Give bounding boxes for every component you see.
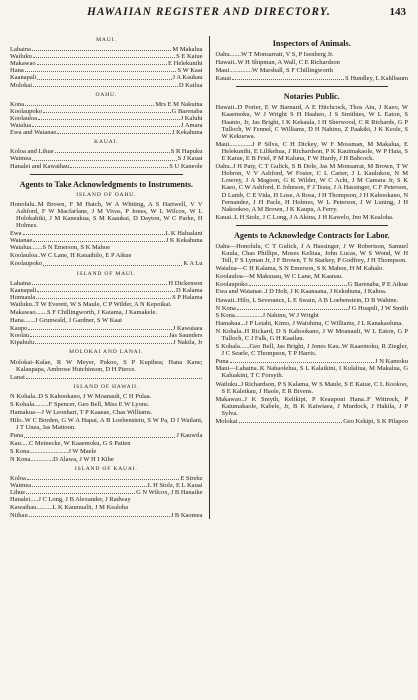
- directory-paragraph: Hilo..W C Borden, G W A Hapai, A B Loebenstein, S W Pa, D I Wailani, J T Unea, Jas Mattoon.: [10, 417, 203, 432]
- entry-district: Hana: [10, 67, 24, 75]
- entry-district: Niihau: [10, 512, 28, 520]
- directory-paragraph: Maui—Lahaina..K Nahaolelua, S L Kalaikini, I Kulaliua, M Makalua, G Kaluakini, T C Forsyth.: [215, 365, 409, 380]
- directory-entry: [10, 294, 203, 301]
- directory-entry: [10, 475, 203, 482]
- directory-entry: [10, 432, 203, 439]
- entry-names: J G Hoapili, J W Smith: [347, 304, 409, 312]
- leader-dots: [35, 339, 172, 344]
- directory-entry: [10, 129, 203, 136]
- entry-district: Koloa: [10, 474, 26, 482]
- subsection-heading: MAUI.: [96, 37, 117, 43]
- column-divider: [209, 36, 210, 519]
- leader-dots: [237, 305, 347, 310]
- running-title: HAWAIIAN REGISTER AND DIRECTORY.: [87, 6, 331, 18]
- directory-paragraph: S Kona.................J Nahinu, W J Wright: [215, 311, 319, 319]
- entry-district: Waialua: [10, 122, 32, 130]
- leader-dots: [232, 75, 344, 80]
- entry-district: Makawao: [10, 60, 36, 68]
- entry-names: J Amara: [181, 122, 203, 130]
- directory-paragraph: Kauai..L H Stolz, J C Long, J A Akina, J H Kawelo, Jno M Kealoha.: [215, 213, 394, 221]
- entry-district: Wailuku: [10, 53, 32, 61]
- directory-entry: [10, 374, 203, 381]
- entry-names: G N Wilcox, J B Hanaike: [136, 489, 203, 497]
- directory-entry: [10, 482, 203, 489]
- leader-dots: [25, 67, 177, 72]
- directory-entry: [216, 305, 409, 312]
- entry-district: N Kona: [215, 304, 236, 312]
- directory-entry: [10, 53, 203, 60]
- directory-entry: [10, 155, 203, 162]
- entry-district: Molokai: [10, 81, 33, 89]
- directory-paragraph: Oahu..J H Paty, C T Gulick, S B Dole, Jas M Monsarrat, M Brown, T W Hobron, V V Ashford, W Foster, C L Carter, J L Kaulukou, N M Lowrey, J A Magoon, G K Wilder, W C Achi, J M Camara Jr, S K Kaeo, C W Ashford, E Johnson, F J Testa, J A Hassinger, C F Peterson, D Lamb, C E Vida, H Lose, A Rosa, J H Thompson, J H Kahookano, N Fernandez, J H Pacle, H Holmes, W L Peterson, J W Luning, J H Nakookoo, A M Brown, J K Kaupu, A Ferry.: [215, 163, 409, 213]
- entry-district: Kauai: [215, 75, 232, 83]
- entry-district: Kaanapali: [10, 286, 37, 294]
- directory-entry: [10, 260, 203, 267]
- leader-dots: [33, 237, 164, 242]
- leader-dots: [70, 163, 168, 168]
- entry-district: Kipahulu: [10, 339, 35, 347]
- leader-dots: [33, 53, 175, 58]
- leader-dots: [33, 82, 178, 87]
- leader-dots: [37, 287, 175, 292]
- leader-dots: [249, 281, 347, 286]
- leader-dots: [43, 108, 171, 113]
- leader-dots: [30, 332, 168, 337]
- directory-entry: [10, 280, 203, 287]
- leader-dots: [239, 418, 343, 423]
- entry-district: Kaupo: [10, 325, 28, 333]
- entry-district: Waianae: [10, 237, 33, 245]
- left-column: [10, 34, 203, 519]
- directory-entry: [10, 67, 203, 74]
- page-number: 143: [389, 6, 406, 18]
- directory-paragraph: Hawaii..Hilo, L Severance, L E Swain, A B Loebenstein, D B Wahine.: [215, 296, 399, 304]
- entry-names: L H Stolz, E L Kauai: [147, 481, 203, 489]
- directory-paragraph: Hanalei.....J C Long, J B Alexander, J Radway: [10, 496, 131, 504]
- entry-names: E Strehz: [180, 474, 203, 482]
- entry-names: L K Halualani: [165, 230, 203, 238]
- directory-paragraph: Molokai–Kalae, R W Meyer, Pukoo, S P Kupihea; Hana Kane; Kalaupapa, Ambrose Hutchinson, D H Pierce.: [10, 358, 203, 373]
- directory-paragraph: Waialua—C H Kalama, S N Emerson, S K Mahoe, H M Kahalo.: [215, 265, 384, 273]
- leader-dots: [38, 115, 180, 120]
- entry-names: E Helekunihi: [168, 60, 203, 68]
- section-heading: Agents to Take Acknowledgments to Instruments.: [19, 179, 193, 189]
- entry-names: S W Kaai: [177, 67, 203, 75]
- directory-paragraph: Hawaii..D Porter, E W Barnard, A E Hitchcock, Thos Aiu, J Kaeo, W Kaaemoku, W J Wright S H Haaheo, J S Smithies, W L Eaton, S Haanio, Jr, Jas Bright, I K Kekaula, I H Sherwood, C R Richards, G P Tulloch, W Fennel, C Williams, D H Nahinu, Z Paakiki, J K Keole, S W Kekuewa.: [215, 104, 409, 140]
- directory-paragraph: N Kona..............D Alawa, J W H I Kihe: [10, 455, 114, 463]
- directory-paragraph: Waialua.......S N Emerson, S K Mahoe: [10, 244, 111, 252]
- subsection-heading: ISLAND OF OAHU.: [76, 191, 137, 198]
- entry-names: J B Kaomea: [170, 512, 203, 520]
- section-heading: Notaries Public.: [283, 92, 340, 102]
- entry-district: Koolaupoko: [215, 281, 248, 289]
- directory-paragraph: Hamakua—J W Leonhart, T P Kaaeae, Chas Williams.: [10, 409, 153, 417]
- directory-paragraph: Maui..............W Marshall, S F Chillingworth: [215, 67, 333, 75]
- directory-entry: [10, 512, 203, 519]
- entry-district: Lahaina: [10, 279, 31, 287]
- directory-paragraph: Wailuku..T W Everett, W S Maule, C P Wilder, A N Kepoikai.: [10, 300, 172, 308]
- entry-names: G Barenaba, P E Aikue: [347, 281, 409, 289]
- directory-entry: [10, 122, 203, 129]
- entry-names: J Kawaiaea: [172, 325, 203, 333]
- entry-district: Kona: [10, 100, 25, 108]
- directory-paragraph: Wailuku..J Richardson, P S Kalama, W S Maule, S E Kaiue, C L Kookoo, S E Kaleikau, J Haole, E R Bivens.: [215, 380, 409, 395]
- directory-entry: [216, 358, 409, 365]
- entry-names: S E Kaiue: [176, 53, 203, 61]
- entry-names: J Kekahuna: [172, 129, 203, 137]
- directory-paragraph: S Kohala.........F Spencer, Geo Bell, Miss E W Lyons.: [10, 401, 150, 409]
- directory-paragraph: Oahu.......W T Monsarratt, V S, P Isenberg Jr.: [215, 51, 334, 58]
- entry-district: Puna: [10, 432, 23, 440]
- directory-entry: [10, 108, 203, 115]
- section-rule: [236, 86, 389, 87]
- leader-dots: [25, 101, 154, 106]
- entry-district: Waimea: [10, 481, 32, 489]
- entry-names: G Barenaba: [171, 107, 203, 115]
- leader-dots: [28, 325, 171, 330]
- subsection-heading: ISLAND OF MAUI.: [76, 270, 136, 277]
- directory-entry: [10, 230, 203, 237]
- directory-entry: [10, 332, 203, 339]
- entry-names: S R Hapuku: [170, 148, 203, 156]
- directory-entry: [216, 281, 409, 288]
- entry-names: K A Lu: [183, 260, 203, 268]
- entry-names: S J Kauai: [177, 155, 203, 163]
- directory-entry: [10, 74, 203, 81]
- leader-dots: [32, 155, 176, 160]
- leader-dots: [43, 260, 182, 265]
- leader-dots: [27, 475, 179, 480]
- directory-entry: [10, 287, 203, 294]
- directory-paragraph: Kau.....C Meinecke, W Kaaemoku, G S Patten: [10, 439, 131, 447]
- leader-dots: [32, 46, 171, 51]
- directory-entry: [10, 115, 203, 122]
- leader-dots: [24, 432, 175, 437]
- entry-names: H Dickenson: [168, 279, 203, 287]
- directory-paragraph: Maui..............J P Silva, C H Dickey, W F Mossman, M Makalua, E Helekunihi, E Lilikehua, J Richardson, P K Kauimakaole, W P Haia, S E Kaiue, E B Friel, P M Kaluna, F W Hardy, J H Babcock.: [215, 140, 409, 163]
- directory-paragraph: N Kohala..H Rickard, D S Kahookano, J W Moanauli, W L Eaton, G P Tulloch, C J Falk, G H Kaailau.: [215, 327, 409, 342]
- entry-names: Jas Saunders: [169, 332, 203, 340]
- leader-dots: [37, 60, 167, 65]
- leader-dots: [26, 374, 202, 379]
- entry-names: S U Kaneole: [169, 162, 203, 170]
- directory-entry: [10, 101, 203, 108]
- directory-paragraph: Oahu—Honolulu, C T Gulick, J A Hassinger, J W Robertson, Samuel Kuula, Chas Phillips, Moses Keliiaa, John Lucas, W S Wond, W H Tell, F S Lyman Jr, J F Brown, T N Starkey, P Godfrey, J H Thompson.: [215, 242, 409, 265]
- directory-entry: [10, 339, 203, 346]
- leader-dots: [230, 358, 375, 363]
- section-heading: Inspectors of Animals.: [272, 39, 351, 48]
- directory-paragraph: Koolauloa..W C Lane, H Kauaihilo, E P Aikue: [10, 252, 132, 260]
- right-column: [216, 34, 409, 519]
- section-heading: Agents to Acknowledge Contracts for Labor.: [233, 230, 390, 240]
- subsection-heading: ISLAND OF KAUAI.: [74, 465, 138, 472]
- entry-district: Hanalei and Kawaihau: [10, 162, 70, 170]
- directory-paragraph: Hamakua...J P Leiahi, Kimo, J Waiohinu, C Williams, J L Kanakaoluna.: [215, 319, 403, 327]
- directory-entry: [10, 60, 203, 67]
- entry-district: Lanai: [10, 373, 25, 381]
- directory-paragraph: Makawao.......S F Chillingworth, J Kaiama, J Kamakele.: [10, 309, 157, 316]
- directory-paragraph: Makawao..J K Smyth, Kelikipi, P Keauponi Hana..F Wittrock, P Kaiumakaole, Kabele, Jr, B K Kaiwiaea, J Murdock, J Hakila, J P Sylva.: [215, 395, 409, 417]
- directory-paragraph: N Kohala..D S Kahookano, J W Moanauli, C H Pulaa.: [10, 392, 152, 400]
- entry-names: Mrs E M Nakuina: [155, 100, 203, 108]
- entry-names: M Makalua: [172, 46, 203, 54]
- leader-dots: [37, 74, 171, 79]
- directory-entry: [10, 325, 203, 332]
- directory-paragraph: S Kohala......Geo Bell, Jas Bright, J Jones Kau..W Kaaemoku, R Ziegler, J C Searle, C Thompson, T P Harris.: [215, 343, 409, 358]
- directory-paragraph: Honolulu..M Brown, F M Hatch, W A Whiting, A S Hartwell, V V Ashford, F W Macfarlane, J M Vivas, P Jones, W L Wilcox, W L Holokahiki, J M Kaneakua, S M Kaaukai, D Dayton, W C Parke, H Holmes.: [10, 200, 203, 229]
- section-rule: [30, 174, 183, 175]
- entry-names: J N Kamoku: [375, 358, 409, 366]
- entry-district: Lahaina: [10, 46, 31, 54]
- entry-district: Waimea: [10, 155, 32, 163]
- directory-paragraph: Kawaihau..........L K Kaumualii, J M Kealoha: [10, 504, 129, 512]
- entry-district: Honuaula: [10, 293, 36, 301]
- entry-district: Lihue: [10, 489, 26, 497]
- entry-names: J Kaluhi: [180, 114, 203, 122]
- directory-paragraph: Hawaii..W H Shipman, A Wall, C E Richardson: [215, 59, 340, 67]
- entry-names: Geo Kekipi, S K Pilapoo: [343, 418, 409, 426]
- leader-dots: [55, 148, 170, 153]
- two-column-body: [10, 34, 408, 519]
- leader-dots: [32, 280, 167, 285]
- page-header: [10, 6, 408, 26]
- entry-names: J Kauwila: [176, 432, 203, 440]
- section-rule: [236, 225, 389, 226]
- subsection-heading: KAUAI.: [94, 139, 119, 146]
- entry-district: Koolaupoko: [10, 107, 43, 115]
- directory-entry: [10, 46, 203, 53]
- subsection-heading: ISLAND OF HAWAII.: [73, 383, 140, 390]
- directory-paragraph: Hana.......J Grunwald, J Gardner, S W Kaai: [10, 317, 122, 325]
- directory-entry: [216, 418, 409, 425]
- entry-names: D Kalama: [175, 286, 203, 294]
- directory-entry: [10, 489, 203, 496]
- subsection-heading: OAHU.: [95, 91, 118, 98]
- leader-dots: [32, 122, 180, 127]
- entry-district: Molokai: [215, 418, 238, 426]
- directory-paragraph: S Kona........................J W Maele: [10, 447, 97, 455]
- entry-district: Koolauloa: [10, 114, 38, 122]
- directory-entry: [10, 82, 203, 89]
- entry-district: Kaanapali: [10, 74, 37, 82]
- entry-district: Koloa and Lihue: [10, 148, 54, 156]
- directory-entry: [10, 163, 203, 170]
- entry-district: Ewa and Waianae: [10, 129, 57, 137]
- entry-district: Ewa: [10, 230, 22, 238]
- entry-district: Koolaupoko: [10, 260, 43, 268]
- directory-entry: [10, 148, 203, 155]
- directory-paragraph: Ewa and Waianae..J D Holt, J K Kaanaana, J Kekuhuna, J Kahoa.: [215, 288, 387, 296]
- entry-names: J Nakila, Jr: [173, 339, 203, 347]
- directory-paragraph: Koolauloa—M Makuuau, W C Lane, M Kaanau.: [215, 273, 343, 281]
- entry-names: J K Kekahuna: [165, 237, 203, 245]
- entry-district: Koolau: [10, 332, 30, 340]
- leader-dots: [32, 482, 147, 487]
- leader-dots: [36, 294, 171, 299]
- entry-names: S Hundley, L Kahlbaum: [345, 75, 409, 83]
- entry-names: S P Halama: [172, 293, 203, 301]
- directory-entry: [216, 75, 409, 82]
- leader-dots: [26, 489, 135, 494]
- directory-entry: [10, 237, 203, 244]
- entry-names: D Kailua: [178, 81, 203, 89]
- entry-district: Puna: [215, 358, 229, 366]
- leader-dots: [57, 129, 171, 134]
- subsection-heading: MOLOKAI AND LANAI.: [69, 349, 144, 356]
- entry-names: J A Kaukau: [172, 74, 203, 82]
- leader-dots: [23, 230, 165, 235]
- leader-dots: [29, 512, 170, 517]
